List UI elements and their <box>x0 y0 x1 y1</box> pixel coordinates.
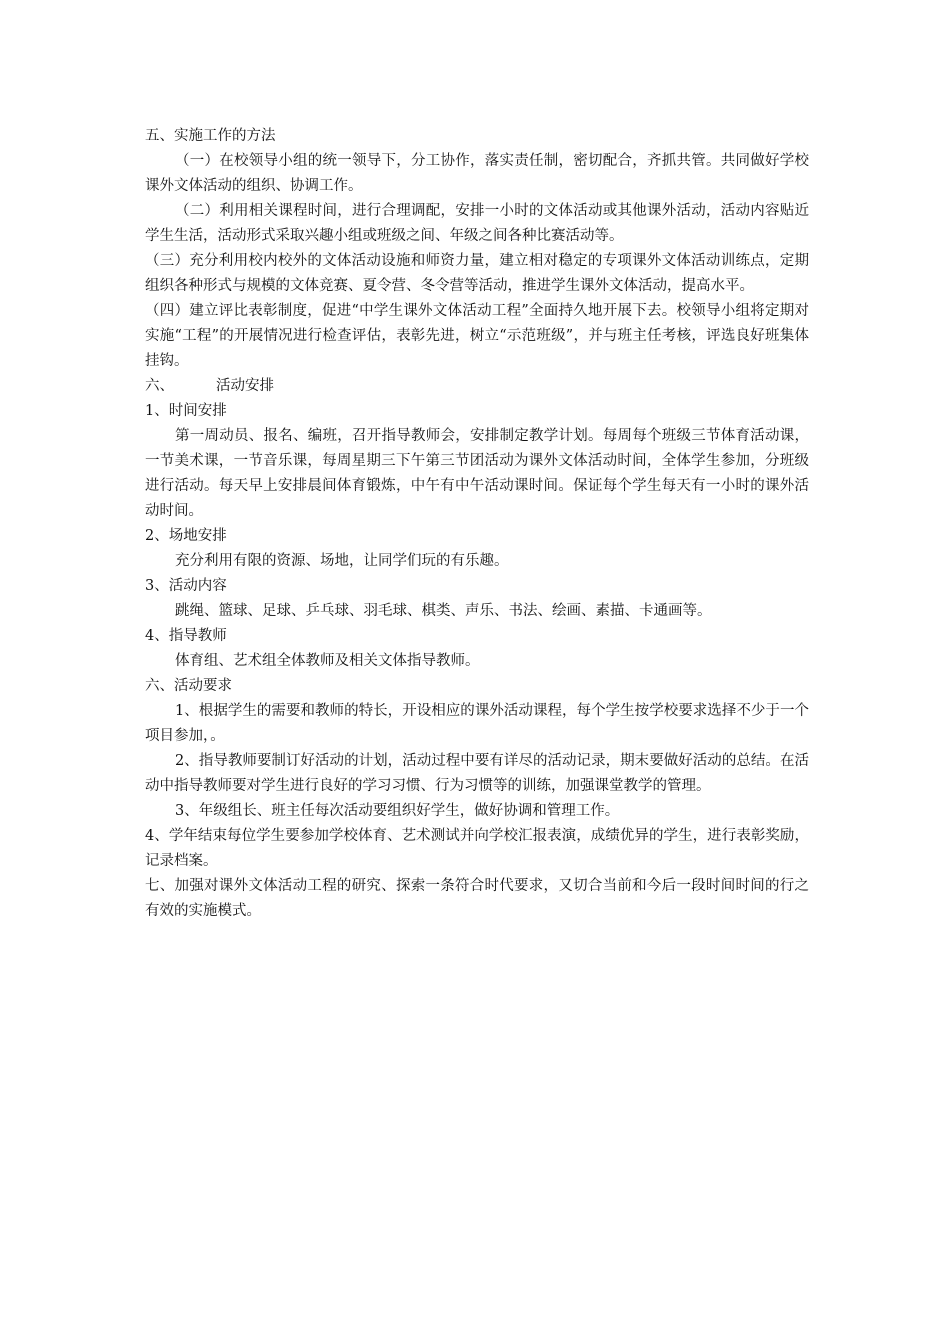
section-5-item-2: （二）利用相关课程时间，进行合理调配，安排一小时的文体活动或其他课外活动，活动内容贴近学生生活，活动形式采取兴趣小组或班级之间、年级之间各种比赛活动等。 <box>145 203 809 244</box>
venue-arrangement-heading: 2、场地安排 <box>145 528 227 544</box>
requirement-3: 3、年级组长、班主任每次活动要组织好学生，做好协调和管理工作。 <box>175 803 620 819</box>
venue-arrangement-text: 充分利用有限的资源、场地，让同学们玩的有乐趣。 <box>175 553 509 569</box>
section-6-requirements-heading: 六、活动要求 <box>145 678 232 694</box>
instructors-text: 体育组、艺术组全体教师及相关文体指导教师。 <box>175 653 480 669</box>
time-arrangement-heading: 1、时间安排 <box>145 403 227 419</box>
requirement-1: 1、根据学生的需要和教师的特长，开设相应的课外活动课程，每个学生按学校要求选择不少于一个项目参加，。 <box>145 703 809 744</box>
section-6-arrangement-title: 活动安排 <box>216 378 274 394</box>
section-6-arrangement-heading <box>145 374 809 399</box>
document-page <box>145 124 809 924</box>
instructors-heading: 4、指导教师 <box>145 628 227 644</box>
section-5-item-3: （三）充分利用校内校外的文体活动设施和师资力量，建立相对稳定的专项课外文体活动训练点，定期组织各种形式与规模的文体竞赛、夏令营、冬令营等活动，推进学生课外文体活动，提高水平。 <box>145 253 809 294</box>
section-6-arrangement-number: 六、 <box>145 378 174 394</box>
requirement-2: 2、指导教师要制订好活动的计划，活动过程中要有详尽的活动记录，期末要做好活动的总结。在活动中指导教师要对学生进行良好的学习习惯、行为习惯等的训练，加强课堂教学的管理。 <box>145 753 809 794</box>
section-5-heading: 五、实施工作的方法 <box>145 128 276 144</box>
time-arrangement-text: 第一周动员、报名、编班，召开指导教师会，安排制定教学计划。每周每个班级三节体育活动课，一节美术课，一节音乐课，每周星期三下午第三节团活动为课外文体活动时间，全体学生参加，分班级进行活动。每天早上安排晨间体育锻炼，中午有中午活动课时间。保证每个学生每天有一小时的课外活动时间。 <box>145 428 809 519</box>
section-5-item-4: （四）建立评比表彰制度，促进“中学生课外文体活动工程”全面持久地开展下去。校领导小组将定期对实施“工程”的开展情况进行检查评估，表彰先进，树立“示范班级”，并与班主任考核，评选良好班集体挂钩。 <box>145 303 809 369</box>
section-5-item-1: （一）在校领导小组的统一领导下，分工协作，落实责任制，密切配合，齐抓共管。共同做好学校课外文体活动的组织、协调工作。 <box>145 153 809 194</box>
activity-content-heading: 3、活动内容 <box>145 578 227 594</box>
requirement-4: 4、学年结束每位学生要参加学校体育、艺术测试并向学校汇报表演，成绩优异的学生，进行表彰奖励，记录档案。 <box>145 828 809 869</box>
section-7-paragraph: 七、加强对课外文体活动工程的研究、探索一条符合时代要求，又切合当前和今后一段时间时间的行之有效的实施模式。 <box>145 878 809 919</box>
activity-content-text: 跳绳、篮球、足球、乒乓球、羽毛球、棋类、声乐、书法、绘画、素描、卡通画等。 <box>175 603 712 619</box>
